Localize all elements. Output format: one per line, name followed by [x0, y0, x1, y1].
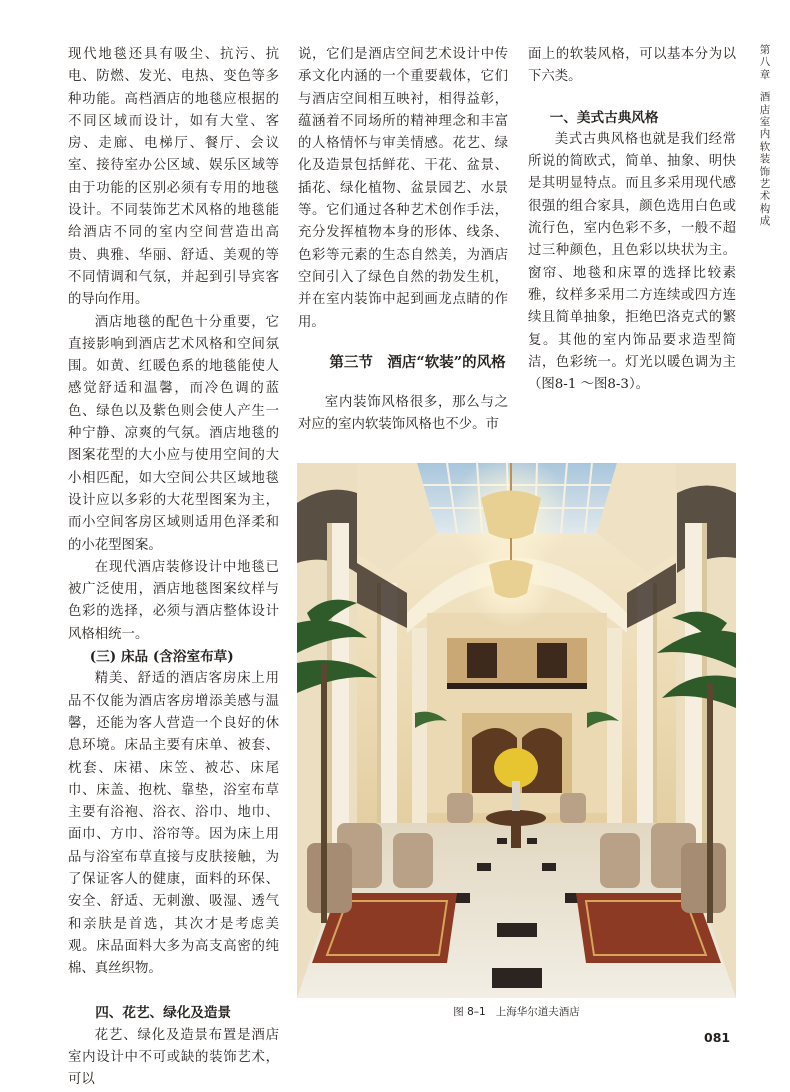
hotel-lobby-photo [297, 463, 736, 998]
paragraph-carpet-function: 现代地毯还具有吸尘、抗污、抗电、防燃、发光、电热、变色等多种功能。高档酒店的地毯应根据的不同区域而设计，如有大堂、客房、走廊、电梯厅、餐厅、会议室、接待室办公区域、娱乐区域等由于功能的区别必须有专用的地毯设计。不同装饰艺术风格的地毯能给酒店不同的室内空间营造出高贵、典雅、华丽、舒适、美观的等不同情调和气氛，并起到引导宾客的导向作用。 [68, 47, 279, 308]
figure-number: 图 8–1 [453, 1006, 486, 1018]
paragraph-floral-cont: 说，它们是酒店空间艺术设计中传承文化内涵的一个重要载体，它们与酒店空间相互映衬，相得益彰，蕴涵着不同场所的精神理念和丰富的人格情怀与审美情感。花艺、绿化及造景包括鲜花、干花、盆景、插花、绿化植物、盆景园艺、水景等。它们通过各种艺术创作手法，充分发挥植物本身的形体、线条、色彩等元素的生态自然美，为酒店空间引入了绿色自然的勃发生机，并在室内装饰中起到画龙点睛的作用。 [298, 47, 508, 330]
spacer [68, 980, 279, 1002]
figure-title: 上海华尔道夫酒店 [495, 1006, 580, 1018]
paragraph-carpet-color: 酒店地毯的配色十分重要，它直接影响到酒店艺术风格和空间氛围。如黄、红暖色系的地毯能使人感觉舒适和温馨，而冷色调的蓝色、绿色以及紫色则会使人产生一种宁静、凉爽的气氛。酒店地毯的图案花型的大小应与使用空间的大小相匹配，如大空间公共区域地毯设计应以多彩的大花型图案为主，而小空间客房区域则适用色泽柔和的小花型图案。 [68, 314, 279, 553]
heading-bedding: (三) 床品 (含浴室布草) [89, 649, 234, 666]
spacer [528, 89, 736, 107]
chandelier-upper [481, 491, 541, 540]
section-heading: 第三节 酒店“软装”的风格 [329, 353, 506, 371]
chapter-title: 酒店室内软装饰艺术构成 [759, 91, 771, 228]
paragraph-bedding: 精美、舒适的酒店客房床上用品不仅能为酒店客房增添美感与温馨，还能为客人营造一个良好的休息环境。床品主要有床单、被套、枕套、床裙、床笠、被芯、床尾巾、床盖、抱枕、靠垫，浴室布草主要有浴袍、浴衣、浴巾、地巾、面巾、方巾、浴帘等。因为床上用品与浴室布草直接与皮肤接触，为了保证客人的健康，面料的环保、安全、舒适、无刺激、吸湿、透气和亲肤是首选，其次才是考虑美观。床品面料大多为高支高密的纯棉、真丝织物。 [68, 671, 279, 977]
page-number: 081 [704, 1030, 731, 1045]
paragraph-carpet-usage: 在现代酒店装修设计中地毯已被广泛使用，酒店地毯图案纹样与色彩的选择，必须与酒店整体设计风格相统一。 [68, 559, 279, 642]
paragraph-floral: 花艺、绿化及造景布置是酒店室内设计中不可或缺的装饰艺术，可以 [68, 1027, 279, 1088]
spacer [298, 334, 508, 352]
chapter-sidebar [756, 44, 774, 228]
text-column-2 [298, 44, 508, 436]
text-column-1 [68, 44, 279, 1092]
paragraph-styles-cont: 面上的软装风格，可以基本分为以下六类。 [528, 47, 736, 85]
chandelier-lower [489, 560, 533, 598]
chapter-label: 第八章 [759, 44, 771, 81]
heading-american-classic: 一、美式古典风格 [549, 109, 659, 126]
figure-caption [297, 1004, 736, 1019]
spacer [298, 374, 508, 392]
gallery-railing [447, 683, 587, 689]
paragraph-american-classic: 美式古典风格也就是我们经常所说的简欧式，简单、抽象、明快是其明显特点。而且多采用现代感很强的组合家具，颜色选用白色或流行色，室内色彩不多，一般不超过三种颜色，且色彩以块状为主。窗帘、地毯和床罩的选择比较素雅，纹样多采用二方连续或四方连续且简单抽象，拒绝巴洛克式的繁复。其他的室内饰品要求造型简洁，色彩统一。灯光以暖色调为主（图8-1 ～图8-3）。 [528, 131, 736, 393]
text-column-3 [528, 44, 736, 396]
paragraph-styles: 室内装饰风格很多，那么与之对应的室内软装饰风格也不少。市 [298, 394, 508, 433]
heading-floral: 四、花艺、绿化及造景 [95, 1005, 232, 1022]
